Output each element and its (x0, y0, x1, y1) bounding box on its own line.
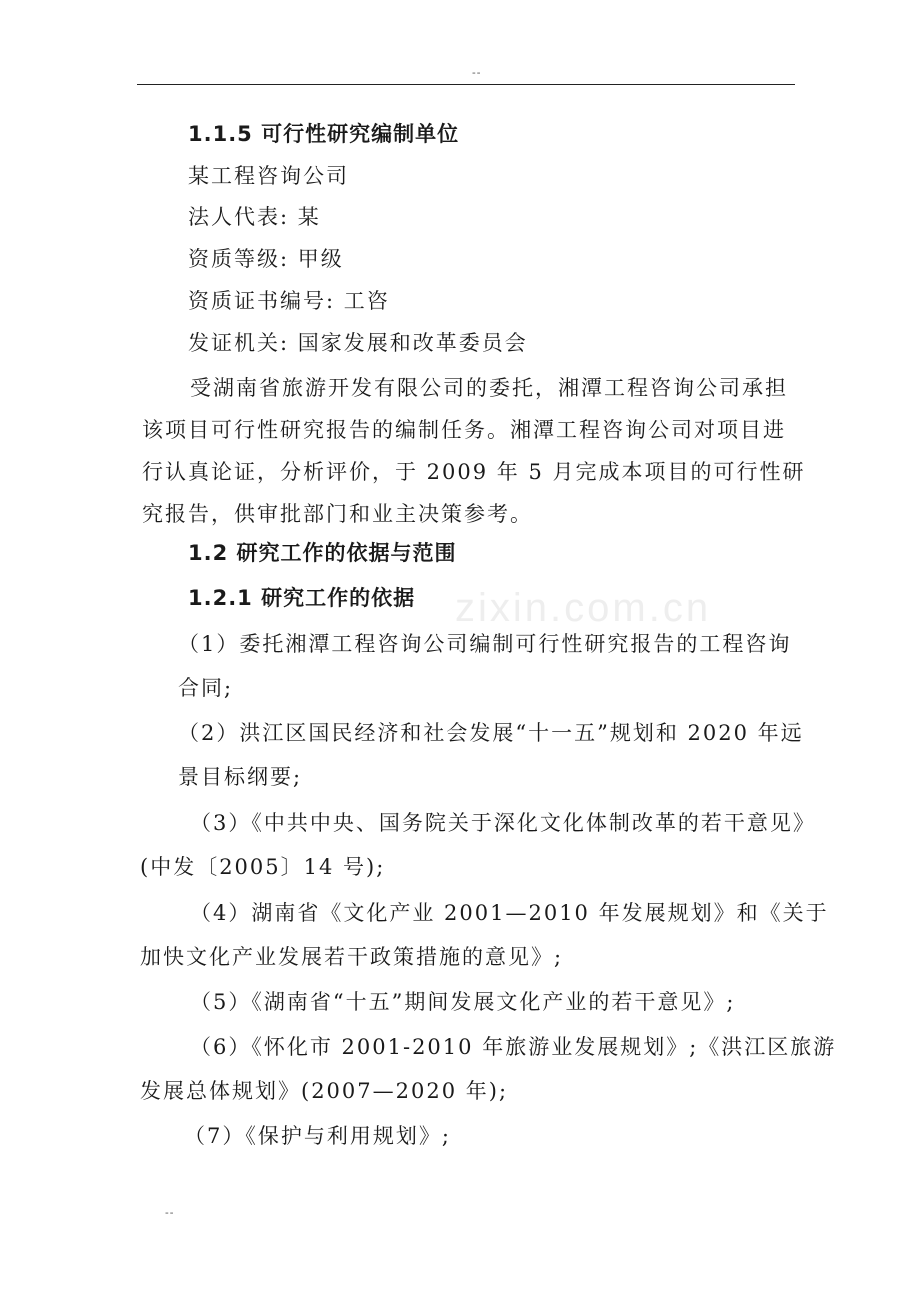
company-name: 某工程咨询公司 (188, 164, 349, 188)
basis-item-1: （1）委托湘潭工程咨询公司编制可行性研究报告的工程咨询 (178, 632, 792, 656)
basis-item-6: （6）《怀化市 2001-2010 年旅游业发展规划》;《洪江区旅游 (190, 1035, 837, 1059)
basis-item-2-cont: 景目标纲要; (178, 765, 303, 789)
heading-1-1-5: 1.1.5 可行性研究编制单位 (188, 122, 460, 146)
footer-mark: -- (165, 1206, 175, 1219)
basis-item-4: （4）湖南省《文化产业 2001—2010 年发展规划》和《关于 (190, 901, 829, 925)
basis-item-3-cont: (中发〔2005〕14 号); (140, 855, 386, 879)
issuing-authority: 发证机关: 国家发展和改革委员会 (188, 331, 528, 355)
commission-paragraph-line: 受湖南省旅游开发有限公司的委托，湘潭工程咨询公司承担 (190, 376, 788, 400)
qualification-level: 资质等级: 甲级 (188, 247, 344, 271)
heading-1-2: 1.2 研究工作的依据与范围 (188, 541, 457, 565)
basis-item-3: （3）《中共中央、国务院关于深化文化体制改革的若干意见》 (190, 811, 816, 835)
commission-paragraph-line: 行认真论证，分析评价，于 2009 年 5 月完成本项目的可行性研 (142, 460, 806, 484)
commission-paragraph-line: 究报告，供审批部门和业主决策参考。 (142, 502, 533, 526)
basis-item-5: （5）《湖南省“十五”期间发展文化产业的若干意见》; (190, 990, 736, 1014)
basis-item-7: （7）《保护与利用规划》; (184, 1124, 451, 1148)
basis-item-4-cont: 加快文化产业发展若干政策措施的意见》; (140, 945, 564, 969)
legal-representative: 法人代表: 某 (188, 205, 321, 229)
basis-item-6-cont: 发展总体规划》(2007—2020 年); (140, 1079, 509, 1103)
certificate-number: 资质证书编号: 工咨 (188, 289, 390, 313)
heading-1-2-1: 1.2.1 研究工作的依据 (188, 586, 416, 610)
basis-item-1-cont: 合同; (178, 676, 234, 700)
commission-paragraph-line: 该项目可行性研究报告的编制任务。湘潭工程咨询公司对项目进 (142, 418, 786, 442)
header-mark: -- (472, 66, 482, 79)
basis-item-2: （2）洪江区国民经济和社会发展“十一五”规划和 2020 年远 (178, 721, 804, 745)
watermark: zixin.com.cn (455, 586, 712, 630)
header-rule (137, 84, 795, 85)
